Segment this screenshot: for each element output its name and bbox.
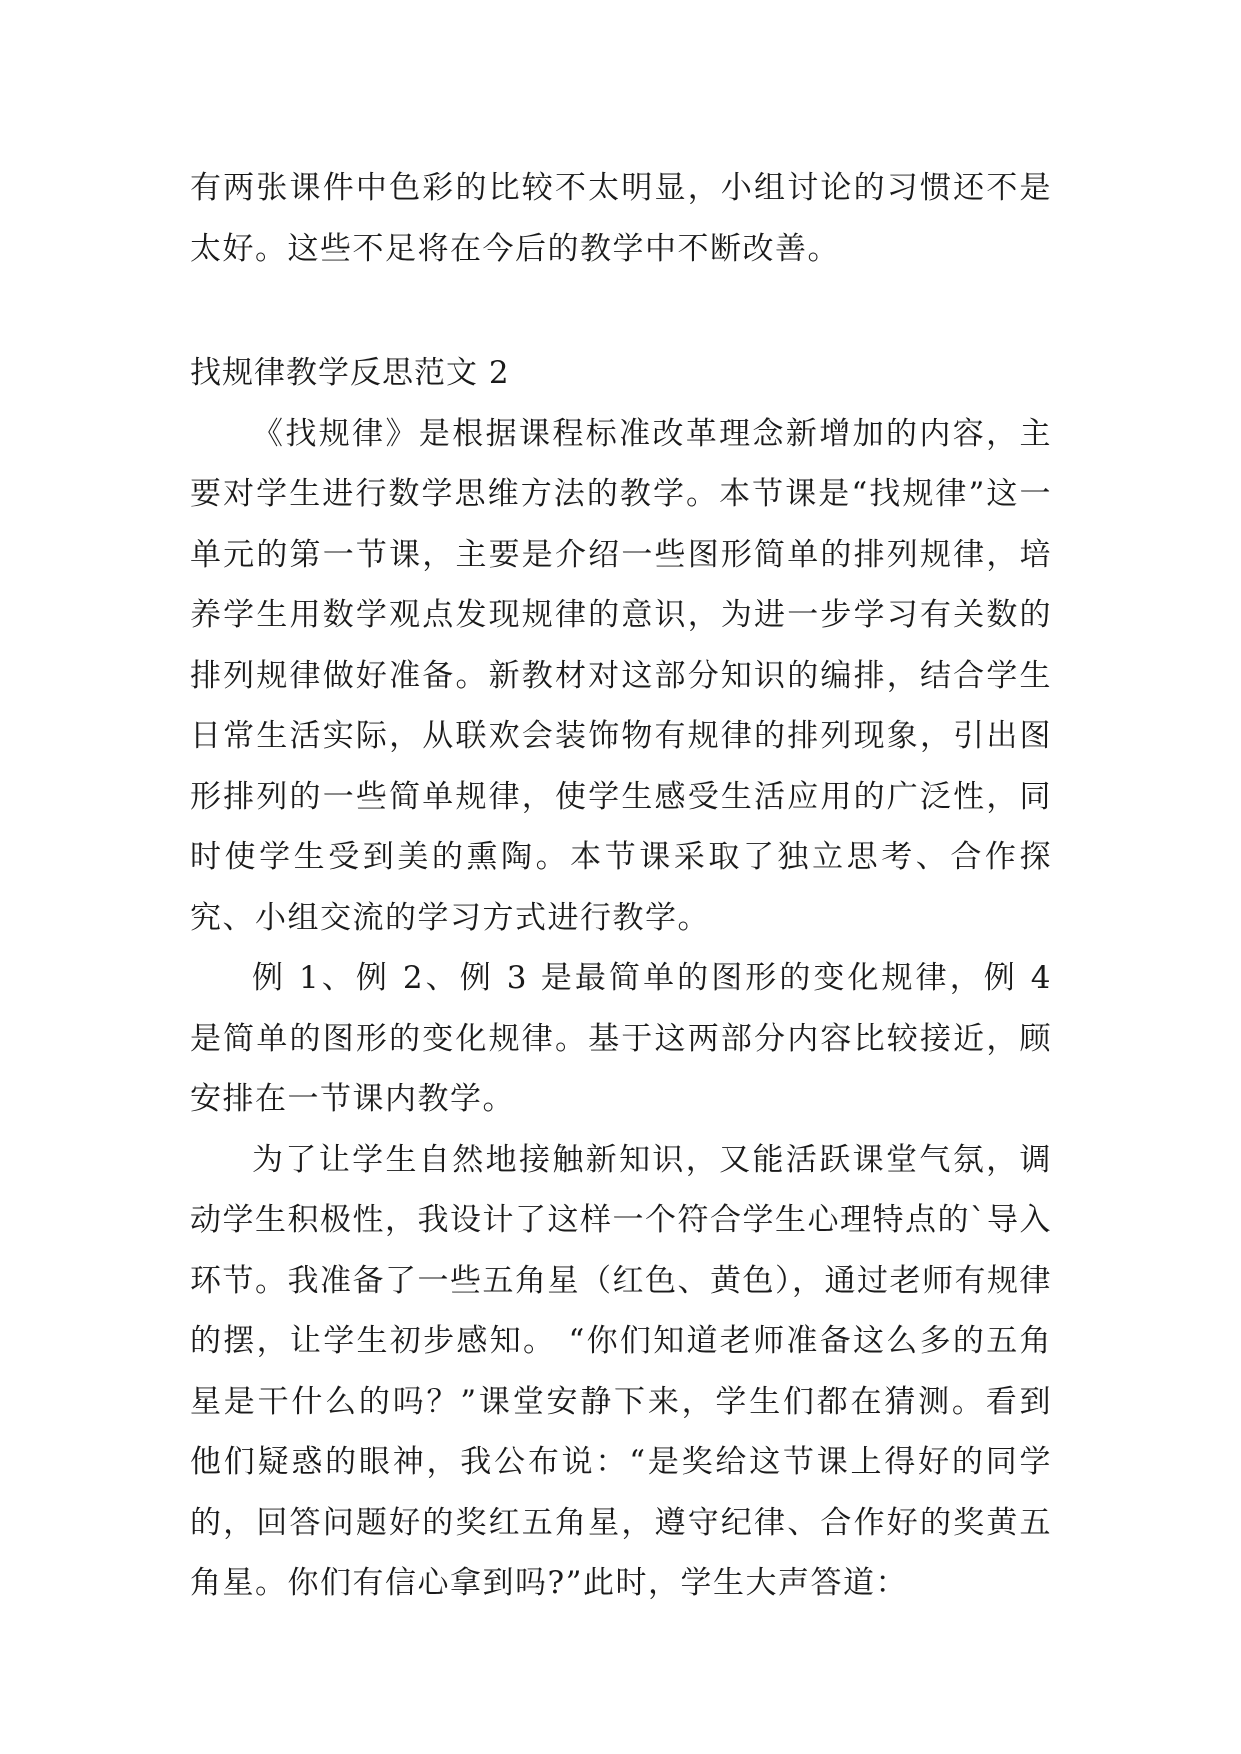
body-paragraph-2: 例 1、例 2、例 3 是最简单的图形的变化规律，例 4 是简单的图形的变化规律。基于这两部分内容比较接近，顾安排在一节课内教学。 bbox=[190, 960, 1052, 1117]
body-paragraph-1: 《找规律》是根据课程标准改革理念新增加的内容，主要对学生进行数学思维方法的教学。本节课是“找规律”这一单元的第一节课，主要是介绍一些图形简单的排列规律，培养学生用数学观点发现规律的意识，为进一步学习有关数的排列规律做好准备。新教材对这部分知识的编排，结合学生日常生活实际，从联欢会装饰物有规律的排列现象，引出图形排列的一些简单规律，使学生感受生活应用的广泛性，同时使学生受到美的熏陶。本节课采取了独立思考、合作探究、小组交流的学习方式进行教学。 bbox=[190, 415, 1052, 936]
body-paragraph-3: 为了让学生自然地接触新知识，又能活跃课堂气氛，调动学生积极性，我设计了这样一个符合学生心理特点的`导入环节。我准备了一些五角星（红色、黄色），通过老师有规律的摆，让学生初步感知。 “你们知道老师准备这么多的五角星是干什么的吗？”课堂安静下来，学生们都在猜测。看到他们疑惑的眼神，我公布说：“是奖给这节课上得好的同学的，回答问题好的奖红五角星，遵守纪律、合作好的奖黄五角星。你们有信心拿到吗?”此时，学生大声答道： bbox=[190, 1141, 1052, 1601]
section-title: 找规律教学反思范文 2 bbox=[190, 355, 510, 391]
continuation-paragraph: 有两张课件中色彩的比较不太明显，小组讨论的习惯还不是太好。这些不足将在今后的教学中不断改善。 bbox=[190, 170, 1052, 267]
document-body bbox=[190, 158, 1052, 1614]
